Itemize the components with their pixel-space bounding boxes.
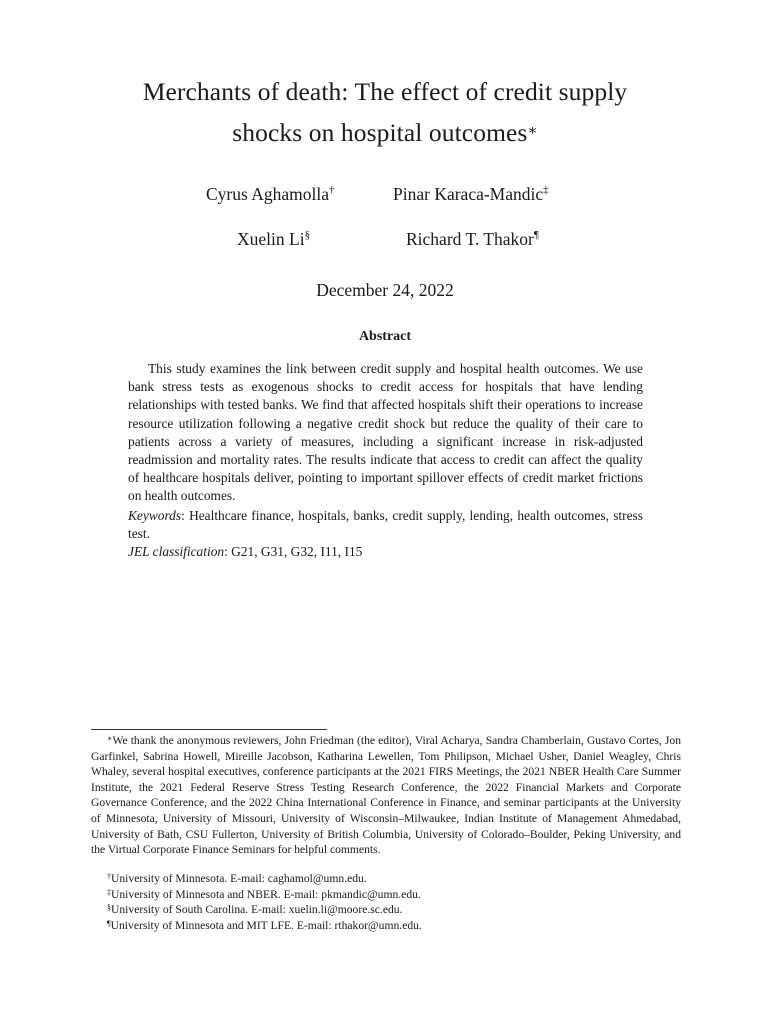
abstract-body: This study examines the link between credit supply and hospital health outcomes. We use bank stress tests as exogenous shocks to credit access for hospitals that have lending relationships with tested banks. We find that affected hospitals shift their operations to increase resource utilization following a negative credit shock but reduce the quality of their care to patients across a variety of measures, including a significant increase in risk-adjusted readmission and mortality rates. The results indicate that access to credit can affect the quality of healthcare hospitals deliver, pointing to important spillover effects of credit market frictions on health outcomes. (128, 361, 643, 504)
footnote-acknowledgements (91, 733, 681, 858)
author-thakor (406, 228, 539, 250)
author-mark: ¶ (533, 229, 539, 241)
author-li (237, 228, 310, 250)
footnote-mark: ∗ (107, 734, 113, 743)
author-name: Xuelin Li (237, 229, 305, 249)
footnote-affiliation-3 (107, 902, 402, 918)
footnote-affiliation-4 (107, 918, 422, 934)
title-text-2: shocks on hospital outcomes (232, 118, 528, 147)
paper-title-line-1 (0, 77, 770, 107)
author-mark: ‡ (543, 184, 549, 196)
abstract-heading: Abstract (358, 329, 412, 344)
affiliation-text: University of South Carolina. E-mail: xuelin.li@moore.sc.edu. (111, 903, 403, 916)
footnote-rule (91, 729, 327, 730)
title-footnote-mark: ∗ (527, 123, 538, 139)
paper-title-line-2 (0, 118, 770, 148)
paper-date: December 24, 2022 (316, 280, 454, 300)
author-name: Richard T. Thakor (406, 229, 534, 249)
author-name: Pinar Karaca-Mandic (393, 184, 544, 204)
footnote-mark: ¶ (107, 919, 111, 928)
author-karaca-mandic (393, 183, 549, 205)
footnote-mark: † (107, 872, 111, 881)
footnote-mark: § (107, 903, 111, 912)
footnote-affiliation-2 (107, 887, 421, 903)
title-text-1: Merchants of death: The effect of credit supply (142, 77, 628, 106)
author-name: Cyrus Aghamolla (206, 184, 329, 204)
jel-line: JEL classification: G21, G31, G32, I11, I15 (128, 544, 363, 559)
jel-label: JEL classification (128, 544, 225, 559)
author-aghamolla (206, 183, 334, 205)
jel-codes: G21, G31, G32, I11, I15 (231, 544, 363, 559)
affiliation-text: University of Minnesota and MIT LFE. E-mail: rthakor@umn.edu. (110, 919, 422, 932)
footnote-mark: ‡ (107, 888, 111, 897)
acknowledgements-text: We thank the anonymous reviewers, John Friedman (the editor), Viral Acharya, Sandra Chamberlain, Gustavo Cortes, Jon Garfinkel, Sabrina Howell, Mireille Jacobson, Katharina Lewellen, Tom Philipson, Michael Usher, Daniel Weagley, Chris Whaley, several hospital executives, conference participants at the 2021 FIRS Meetings, the 2021 NBER Health Care Summer Institute, the 2021 Federal Reserve Stress Testing Research Conference, the 2022 Financial Markets and Corporate Governance Conference, and the 2022 China International Conference in Finance, and seminar participants at the University of Minnesota, University of Missouri, University of Wisconsin–Milwaukee, Indian Institute of Management Ahmedabad, University of Bath, CSU Fullerton, University of British Columbia, University of Colorado–Boulder, Peking University, and the Virtual Corporate Finance Seminars for helpful comments. (91, 734, 681, 857)
keywords-text: Healthcare finance, hospitals, banks, credit supply, lending, health outcomes, stress test. (128, 508, 643, 542)
keywords-line: Keywords: Healthcare finance, hospitals, banks, credit supply, lending, health outcomes, stress test. (128, 508, 643, 542)
affiliation-text: University of Minnesota and NBER. E-mail: pkmandic@umn.edu. (111, 888, 421, 901)
author-mark: § (304, 229, 311, 241)
affiliation-text: University of Minnesota. E-mail: caghamol@umn.edu. (111, 872, 367, 885)
keywords-label: Keywords (128, 508, 182, 523)
footnote-affiliation-1 (107, 871, 367, 887)
author-mark: † (328, 184, 335, 196)
